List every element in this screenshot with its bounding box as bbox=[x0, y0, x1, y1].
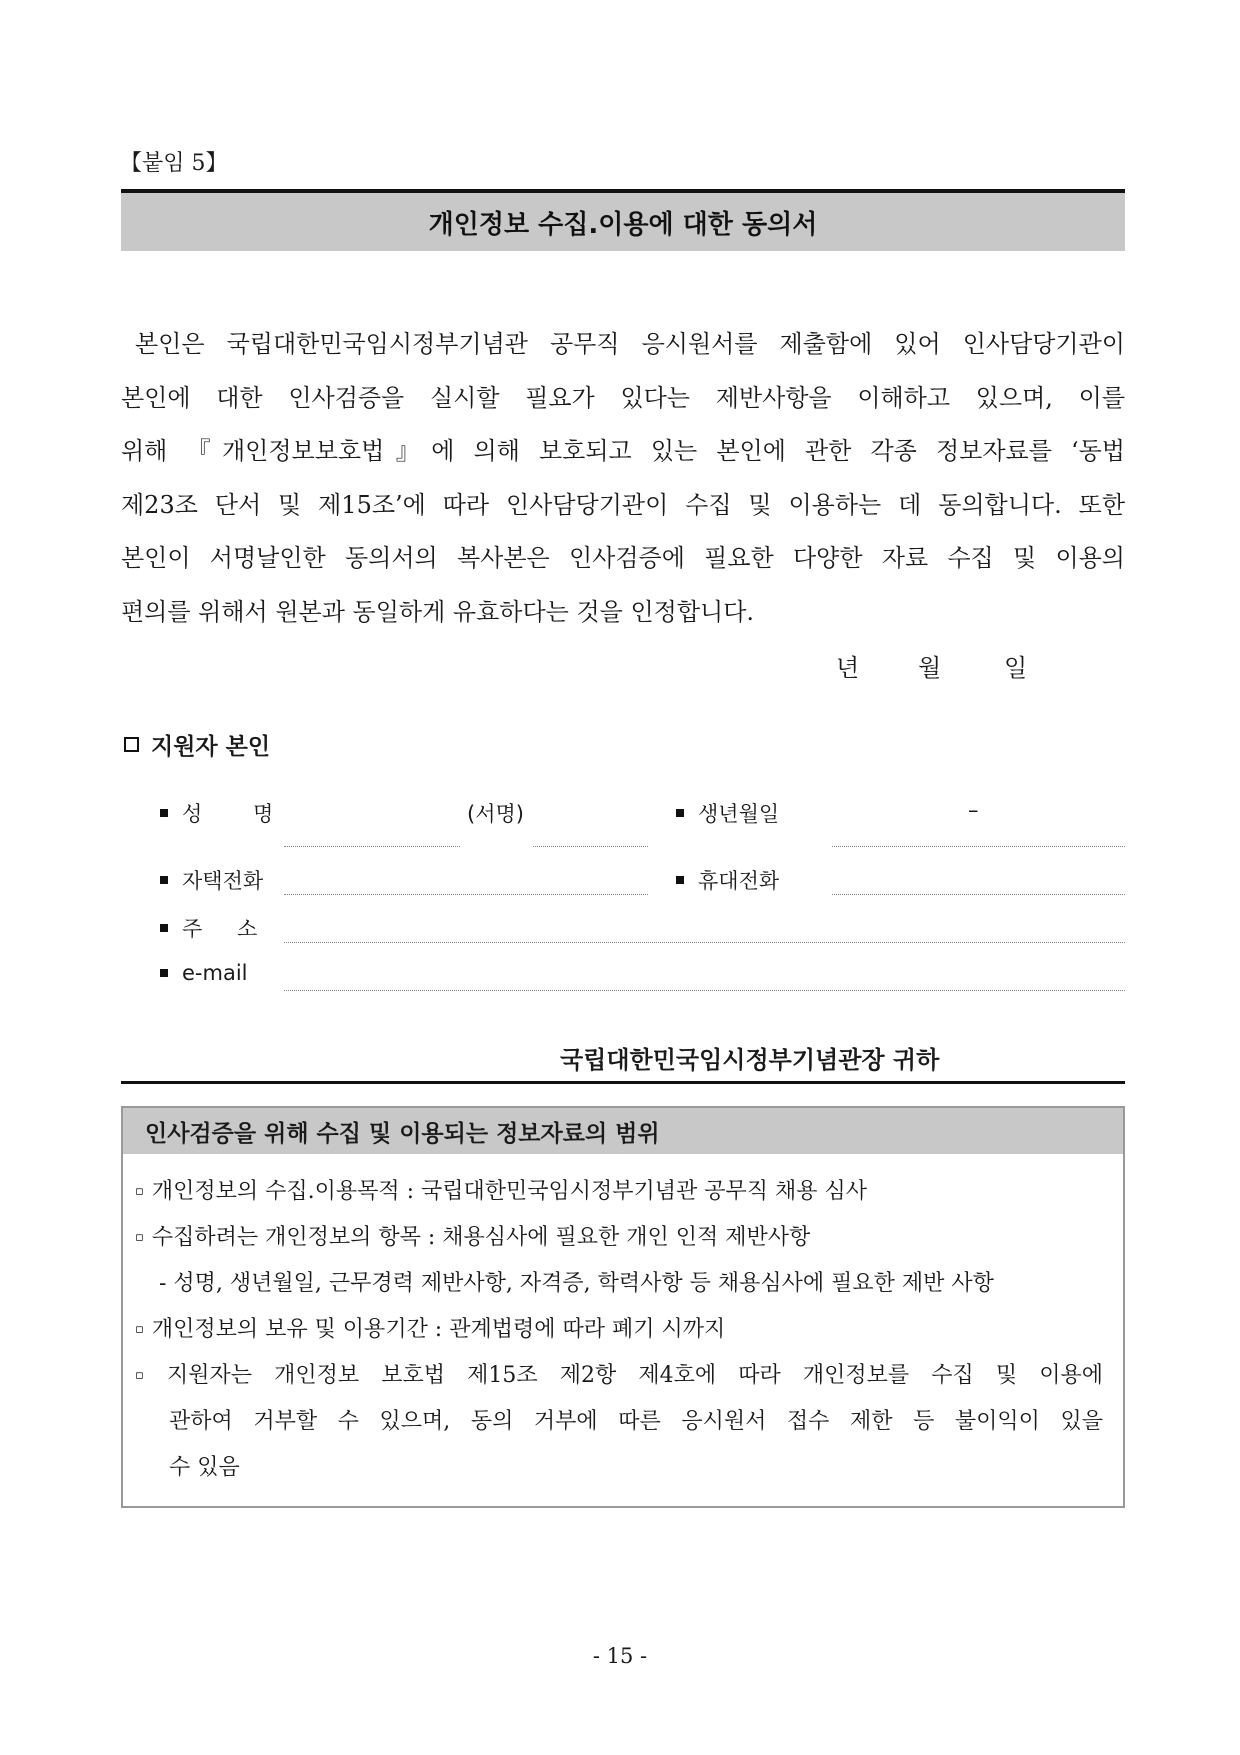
home-phone-label-group bbox=[160, 865, 263, 895]
body-line: 위해 『개인정보보호법』에 의해 보호되고 있는 본인에 관한 각종 정보자료를 ‘동법 bbox=[121, 437, 1125, 465]
divider bbox=[121, 1081, 1125, 1084]
bullet-icon: ▫ bbox=[135, 1230, 144, 1245]
info-line-text: 개인정보의 수집.이용목적 : 국립대한민국임시정부기념관 공무직 채용 심사 bbox=[151, 1179, 867, 1204]
checkbox-icon bbox=[124, 737, 139, 752]
info-scope-box bbox=[121, 1106, 1125, 1508]
date-month: 월 bbox=[918, 654, 942, 682]
name-label-group bbox=[160, 798, 295, 828]
info-line: 수 있음 bbox=[169, 1455, 240, 1480]
body-line: 제23조 단서 및 제15조’에 따라 인사담당기관이 수집 및 이용하는 데 동의합니다. 또한 bbox=[121, 490, 1125, 519]
bullet-square-icon bbox=[160, 924, 168, 932]
bullet-square-icon bbox=[160, 809, 168, 817]
body-line: 본인은 국립대한민국임시정부기념관 공무직 응시원서를 제출함에 있어 인사담당기관이 bbox=[135, 330, 1125, 358]
address-label-group bbox=[160, 913, 271, 943]
signature-field[interactable] bbox=[533, 846, 648, 847]
consent-body bbox=[121, 318, 1125, 639]
info-line-text: 개인정보의 보유 및 이용기간 : 관계법령에 따라 폐기 시까지 bbox=[151, 1317, 726, 1342]
birth-separator: – bbox=[968, 798, 979, 822]
page-number: - 15 - bbox=[592, 1644, 648, 1668]
info-scope-heading: 인사검증을 위해 수집 및 이용되는 정보자료의 범위 bbox=[123, 1108, 1123, 1154]
date-day: 일 bbox=[1004, 654, 1028, 682]
body-line: 편의를 위해서 원본과 동일하게 유효하다는 것을 인정합니다. bbox=[121, 597, 755, 626]
bullet-icon: ▫ bbox=[135, 1184, 144, 1199]
address-field[interactable] bbox=[284, 942, 1125, 943]
name-field[interactable] bbox=[284, 846, 460, 847]
bullet-square-icon bbox=[160, 969, 168, 977]
birth-label: 생년월일 bbox=[698, 802, 780, 826]
signature-label: (서명) bbox=[467, 802, 524, 826]
info-line bbox=[135, 1220, 810, 1251]
info-line-text: 수집하려는 개인정보의 항목 : 채용심사에 필요한 개인 인적 제반사항 bbox=[151, 1225, 811, 1250]
applicant-heading bbox=[124, 728, 270, 761]
info-line: - 성명, 생년월일, 근무경력 제반사항, 자격증, 학력사항 등 채용심사에 필요한 제반 사항 bbox=[159, 1271, 994, 1296]
home-phone-field[interactable] bbox=[284, 894, 648, 895]
bullet-icon: ▫ bbox=[135, 1368, 159, 1383]
info-line: 관하여 거부할 수 있으며, 동의 거부에 따른 응시원서 접수 제한 등 불이익이 있을 bbox=[169, 1409, 1103, 1434]
mobile-label-group bbox=[676, 865, 779, 895]
info-line bbox=[135, 1174, 867, 1205]
body-line: 본인이 서명날인한 동의서의 복사본은 인사검증에 필요한 다양한 자료 수집 및 이용의 bbox=[121, 544, 1125, 572]
birth-label-group bbox=[676, 798, 779, 828]
bullet-square-icon bbox=[676, 809, 684, 817]
name-label: 성 명 bbox=[182, 802, 296, 826]
bullet-icon: ▫ bbox=[135, 1322, 144, 1337]
home-phone-label: 자택전화 bbox=[182, 869, 264, 893]
birth-field[interactable] bbox=[832, 846, 1125, 847]
date-year: 년 bbox=[836, 654, 860, 682]
mobile-label: 휴대전화 bbox=[698, 869, 780, 893]
recipient: 국립대한민국임시정부기념관장 귀하 bbox=[560, 1046, 940, 1074]
applicant-heading-text: 지원자 본인 bbox=[151, 734, 271, 760]
info-line bbox=[135, 1312, 725, 1343]
attachment-label: 【붙임 5】 bbox=[120, 151, 228, 176]
mobile-field[interactable] bbox=[832, 894, 1125, 895]
form-title: 개인정보 수집.이용에 대한 동의서 bbox=[121, 189, 1125, 251]
address-label: 주 소 bbox=[182, 917, 272, 941]
bullet-square-icon bbox=[676, 876, 684, 884]
email-label-group bbox=[160, 961, 248, 985]
email-field[interactable] bbox=[284, 990, 1125, 991]
body-line: 본인에 대한 인사검증을 실시할 필요가 있다는 제반사항을 이해하고 있으며, 이를 bbox=[121, 383, 1125, 412]
bullet-square-icon bbox=[160, 876, 168, 884]
info-line bbox=[135, 1358, 1103, 1389]
info-line-text: 지원자는 개인정보 보호법 제15조 제2항 제4호에 따라 개인정보를 수집 및 이용에 bbox=[166, 1363, 1104, 1388]
email-label: e-mail bbox=[182, 961, 248, 985]
